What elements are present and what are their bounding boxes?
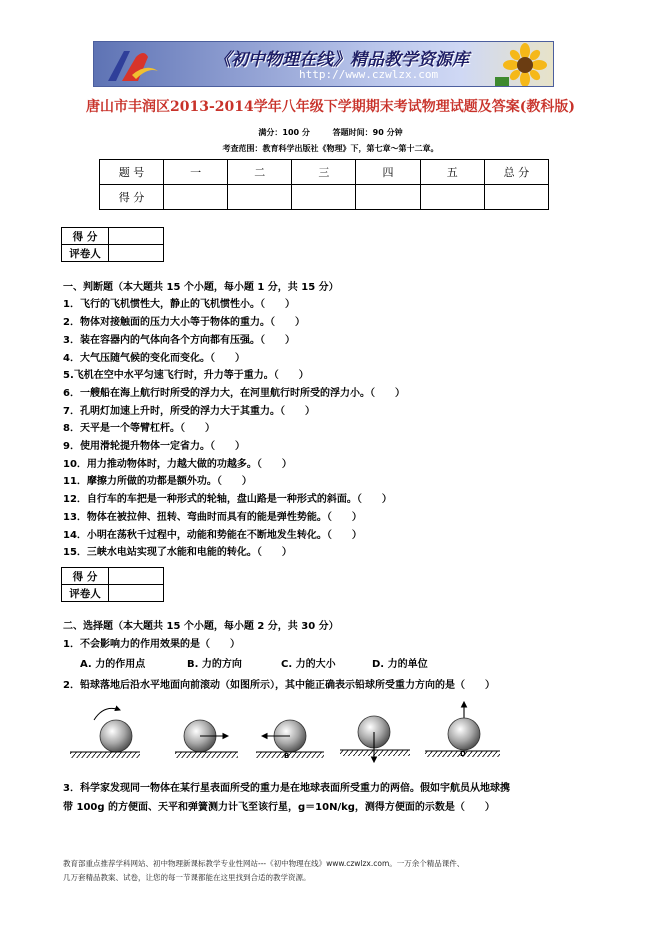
score-cell[interactable] bbox=[420, 185, 484, 210]
banner-title: 《初中物理在线》精品教学资源库 bbox=[214, 50, 469, 70]
score-table-score-row bbox=[100, 185, 549, 210]
score-row-label: 得 分 bbox=[100, 185, 164, 210]
judge-question: 6．一艘船在海上航行时所受的浮力大，在河里航行时所受的浮力小。（ ） bbox=[63, 388, 405, 399]
grader-reviewer-cell[interactable] bbox=[109, 585, 164, 602]
grader-reviewer-label: 评卷人 bbox=[62, 245, 109, 262]
score-col-2: 二 bbox=[228, 160, 292, 185]
grader-score-cell[interactable] bbox=[109, 228, 164, 245]
score-col-3: 三 bbox=[292, 160, 356, 185]
grader-score-label: 得 分 bbox=[62, 228, 109, 245]
score-table bbox=[99, 159, 549, 210]
figure-c bbox=[256, 720, 324, 760]
judge-question: 7．孔明灯加速上升时，所受的浮力大于其重力。（ ） bbox=[63, 406, 315, 417]
score-col-5: 五 bbox=[420, 160, 484, 185]
judge-question: 14．小明在荡秋千过程中，动能和势能在不断地发生转化。（ ） bbox=[63, 530, 362, 541]
judge-question: 3．装在容器内的气体向各个方向都有压强。（ ） bbox=[63, 335, 295, 346]
score-cell[interactable] bbox=[356, 185, 420, 210]
grader-score-cell[interactable] bbox=[109, 568, 164, 585]
site-logo-icon bbox=[102, 45, 162, 85]
judge-question: 11．摩擦力所做的功都是额外功。（ ） bbox=[63, 476, 252, 487]
choice-question-3-line2: 带 100g 的方便面、天平和弹簧测力计飞至该行星，g＝10N/kg，测得方便面的示数是（ ） bbox=[63, 802, 495, 813]
grader-reviewer-cell[interactable] bbox=[109, 245, 164, 262]
footer-line2: 几万套精品教案、试卷，让您的每一节课都能在这里找到合适的教学资源。 bbox=[63, 873, 311, 882]
score-cell[interactable] bbox=[484, 185, 548, 210]
banner-url: http://www.czwlzx.com bbox=[299, 68, 439, 81]
page-footer bbox=[63, 857, 603, 885]
score-cell[interactable] bbox=[164, 185, 228, 210]
score-col-total: 总 分 bbox=[484, 160, 548, 185]
footer-line1: 教育部重点推荐学科网站、初中物理新课标教学专业性网站---《初中物理在线》www.czwlzx.com。一万余个精品课件、 bbox=[63, 859, 465, 868]
figure-e bbox=[425, 702, 500, 758]
section2-heading: 二、选择题（本大题共 15 个小题，每小题 2 分，共 30 分） bbox=[63, 621, 339, 632]
score-col-4: 四 bbox=[356, 160, 420, 185]
judge-question: 9．使用滑轮提升物体一定省力。（ ） bbox=[63, 441, 245, 452]
full-score: 满分：100 分 bbox=[258, 128, 310, 137]
score-table-header-row bbox=[100, 160, 549, 185]
choice-question-2: 2．铅球落地后沿水平地面向前滚动（如图所示），其中能正确表示铅球所受重力方向的是（ ） bbox=[63, 680, 495, 691]
option-a: A. 力的作用点 bbox=[80, 659, 146, 670]
judge-question: 10．用力推动物体时，力越大做的功越多。（ ） bbox=[63, 459, 292, 470]
section1-heading: 一、判断题（本大题共 15 个小题，每小题 1 分，共 15 分） bbox=[63, 282, 339, 293]
judge-question: 12．自行车的车把是一种形式的轮轴，盘山路是一种形式的斜面。（ ） bbox=[63, 494, 392, 505]
document-title: 唐山市丰润区2013-2014学年八年级下学期期末考试物理试题及答案(教科版) bbox=[86, 99, 575, 115]
grader-score-label: 得 分 bbox=[62, 568, 109, 585]
judge-question: 13．物体在被拉伸、扭转、弯曲时而具有的能是弹性势能。（ ） bbox=[63, 512, 362, 523]
exam-time: 答题时间：90 分钟 bbox=[332, 128, 403, 137]
judge-question: 1．飞行的飞机惯性大，静止的飞机惯性小。（ ） bbox=[63, 299, 295, 310]
exam-scope: 考查范围：教育科学出版社《物理》下，第七章～第十二章。 bbox=[222, 144, 439, 153]
score-cell[interactable] bbox=[228, 185, 292, 210]
option-c: C. 力的大小 bbox=[281, 659, 336, 670]
grader-reviewer-label: 评卷人 bbox=[62, 585, 109, 602]
judge-question: 15．三峡水电站实现了水能和电能的转化。（ ） bbox=[63, 547, 292, 558]
judge-question: 8．天平是一个等臂杠杆。（ ） bbox=[63, 423, 215, 434]
choice-question-3-line1: 3．科学家发现同一物体在某行星表面所受的重力是在地球表面所受重力的两倍。假如宇航员从地球携 bbox=[63, 783, 510, 794]
score-col-1: 一 bbox=[164, 160, 228, 185]
judge-question: 4．大气压随气候的变化而变化。（ ） bbox=[63, 353, 245, 364]
grader-box-section2 bbox=[61, 567, 164, 602]
judge-question: 5.飞机在空中水平匀速飞行时，升力等于重力。（ ） bbox=[63, 370, 309, 381]
sunflower-icon bbox=[495, 43, 551, 87]
option-b: B. 力的方向 bbox=[187, 659, 242, 670]
figure-b bbox=[175, 720, 238, 758]
figure-d bbox=[340, 716, 410, 762]
exam-meta bbox=[0, 127, 661, 138]
figure-a bbox=[70, 708, 140, 758]
option-d: D. 力的单位 bbox=[372, 659, 428, 670]
score-cell[interactable] bbox=[292, 185, 356, 210]
question-number-label: 题 号 bbox=[100, 160, 164, 185]
choice-question-1: 1．不会影响力的作用效果的是（ ） bbox=[63, 639, 240, 650]
header-banner bbox=[93, 41, 554, 87]
judge-question: 2．物体对接触面的压力大小等于物体的重力。（ ） bbox=[63, 317, 305, 328]
grader-box-section1 bbox=[61, 227, 164, 262]
rolling-ball-figures bbox=[60, 700, 520, 766]
